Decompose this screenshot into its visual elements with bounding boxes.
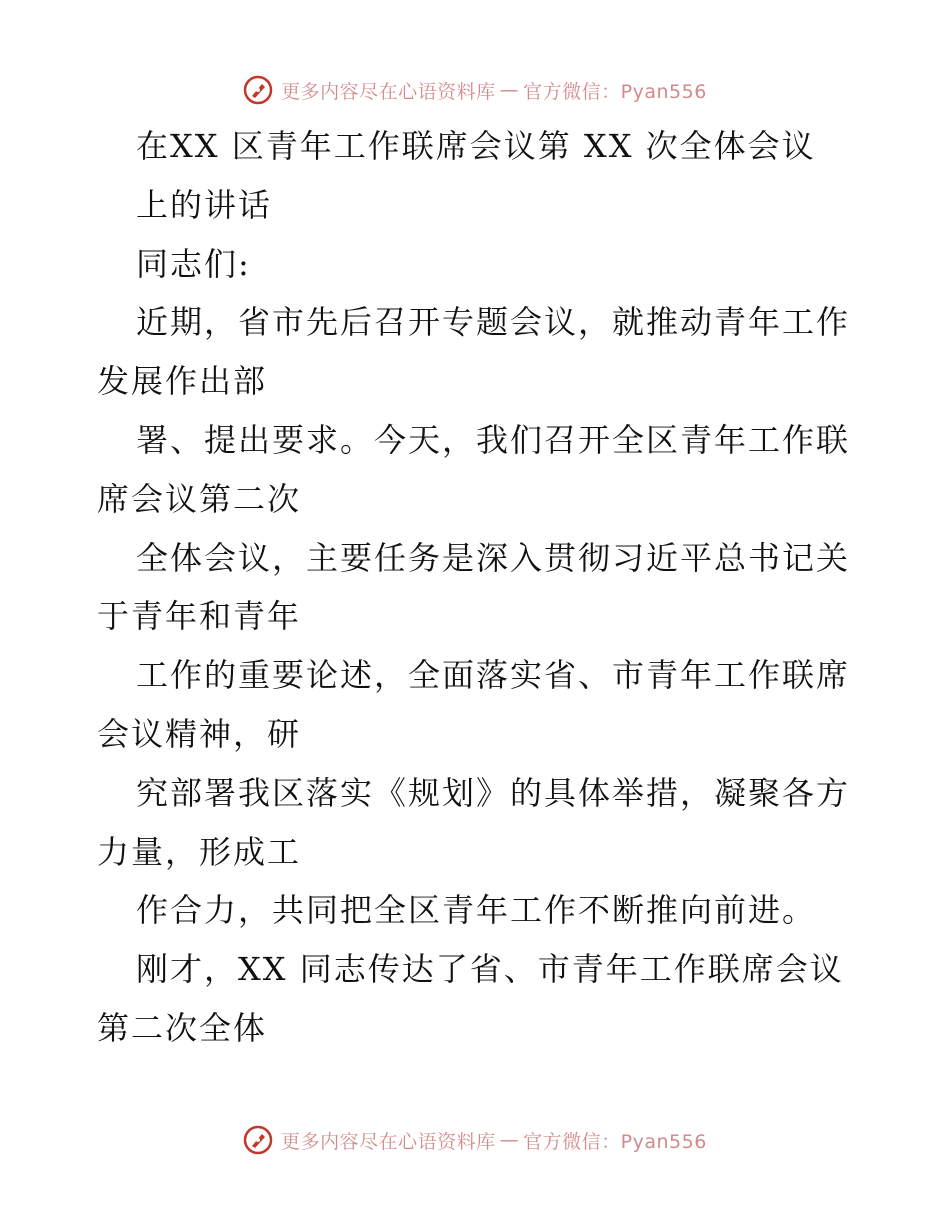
paragraph-line: 作合力，共同把全区青年工作不断推向前进。 (136, 891, 817, 929)
footer-watermark (0, 1120, 950, 1160)
watermark-wechat: 官方微信：Pyan556 (523, 80, 707, 103)
title-line-2: 上的讲话 (136, 186, 273, 224)
title-line-1: 在XX 区青年工作联席会议第 XX 次全体会议 (136, 127, 816, 165)
pen-nib-circle-icon (243, 1125, 273, 1155)
paragraph-line: 席会议第二次 (97, 480, 302, 518)
paragraph-line: 工作的重要论述，全面落实省、市青年工作联席 (136, 656, 851, 694)
paragraph-line: 刚才，XX 同志传达了省、市青年工作联席会议 (136, 950, 844, 988)
pen-nib-circle-icon (243, 75, 273, 105)
paragraph-line: 署、提出要求。今天，我们召开全区青年工作联 (136, 421, 851, 459)
paragraph-line: 会议精神，研 (97, 715, 302, 753)
paragraph-line: 于青年和青年 (97, 597, 302, 635)
watermark-separator: — (499, 1129, 520, 1151)
paragraph-line: 第二次全体 (97, 1009, 268, 1047)
watermark-brand: 更多内容尽在心语资料库 (281, 1130, 496, 1153)
watermark-separator: — (499, 79, 520, 101)
paragraph-line: 近期，省市先后召开专题会议，就推动青年工作 (136, 303, 851, 341)
header-watermark (0, 70, 950, 110)
paragraph-line: 究部署我区落实《规划》的具体举措，凝聚各方 (136, 774, 851, 812)
watermark-brand: 更多内容尽在心语资料库 (281, 80, 496, 103)
salutation: 同志们: (136, 245, 251, 283)
watermark-wechat: 官方微信：Pyan556 (523, 1130, 707, 1153)
paragraph-line: 全体会议，主要任务是深入贯彻习近平总书记关 (136, 539, 851, 577)
paragraph-line: 力量，形成工 (97, 833, 302, 871)
paragraph-line: 发展作出部 (97, 362, 268, 400)
